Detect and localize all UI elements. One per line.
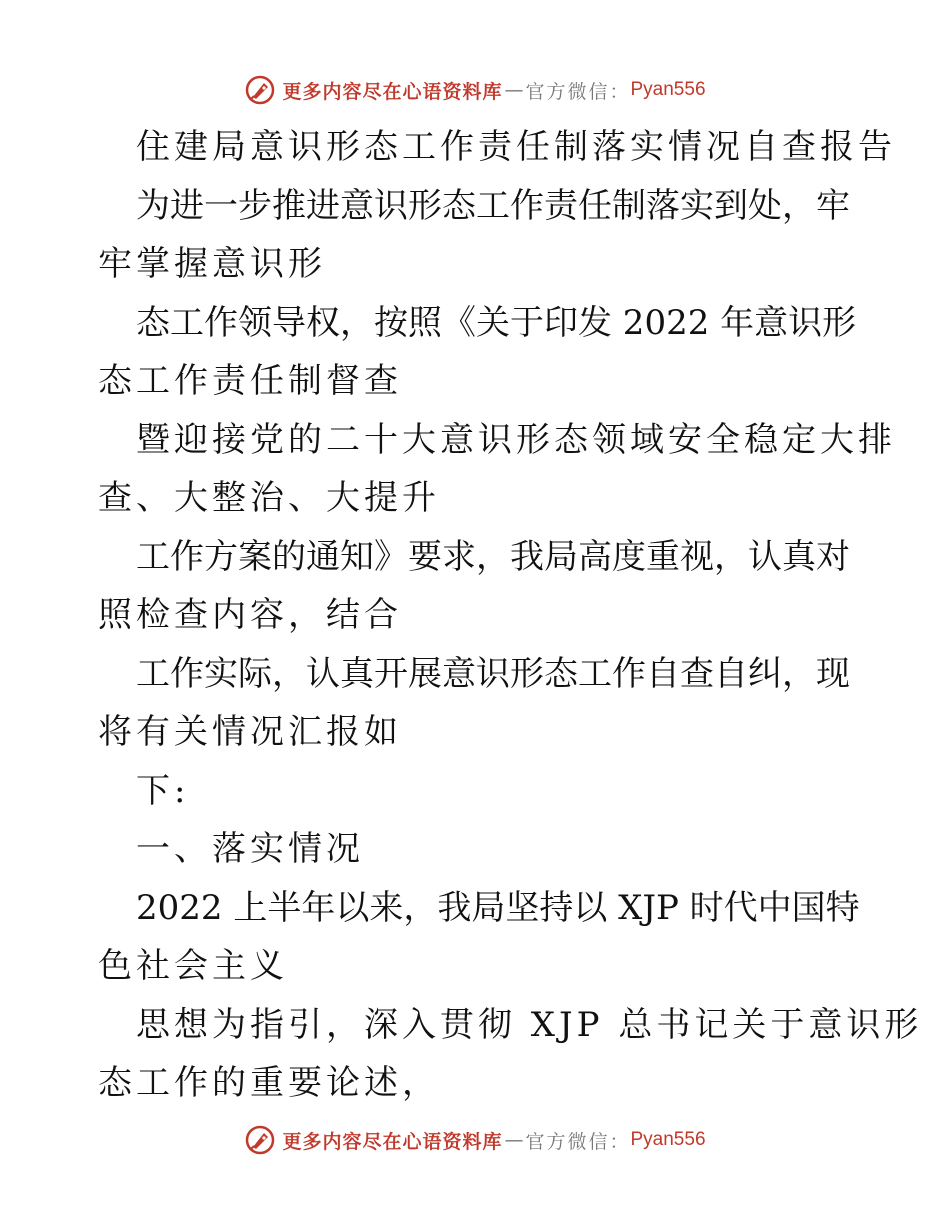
text-line: 色社会主义 [98, 946, 288, 986]
document-title: 住建局意识形态工作责任制落实情况自查报告 [136, 127, 896, 167]
pen-nib-logo-icon [244, 1124, 276, 1156]
watermark-brand: 更多内容尽在心语资料库 [282, 80, 503, 103]
text-line: 态工作领导权，按照《关于印发 2022 年意识形 [136, 302, 857, 343]
watermark-wechat-label: 官方微信： [525, 80, 631, 103]
text-line: 下: [136, 770, 190, 811]
section-heading: 一、落实情况 [136, 829, 364, 869]
watermark-wechat-label: 官方微信： [525, 1130, 631, 1153]
text-line: 为进一步推进意识形态工作责任制落实到处，牢 [136, 185, 850, 226]
text-line: 思想为指引，深入贯彻 XJP 总书记关于意识形 [136, 1004, 923, 1045]
text-line: 2022 上半年以来，我局坚持以 XJP 时代中国特 [136, 887, 860, 928]
text-line: 态工作责任制督查 [98, 361, 402, 401]
watermark-header [0, 70, 950, 110]
watermark-account: Pyan556 [630, 79, 706, 100]
text-line: 牢掌握意识形 [98, 244, 326, 284]
watermark-dash: — [504, 1129, 524, 1151]
text-line: 照检查内容，结合 [98, 595, 402, 635]
text-line: 将有关情况汇报如 [98, 712, 402, 752]
text-line: 暨迎接党的二十大意识形态领域安全稳定大排 [136, 419, 896, 460]
text-line: 工作方案的通知》要求，我局高度重视，认真对 [136, 536, 850, 577]
document-body [98, 118, 923, 1113]
text-line: 态工作的重要论述， [98, 1063, 440, 1103]
text-line: 工作实际，认真开展意识形态工作自查自纠，现 [136, 653, 850, 694]
text-line: 查、大整治、大提升 [98, 478, 440, 518]
watermark-brand: 更多内容尽在心语资料库 [282, 1130, 503, 1153]
watermark-dash: — [504, 79, 524, 101]
pen-nib-logo-icon [244, 74, 276, 106]
watermark-footer [0, 1120, 950, 1160]
watermark-account: Pyan556 [630, 1129, 706, 1150]
